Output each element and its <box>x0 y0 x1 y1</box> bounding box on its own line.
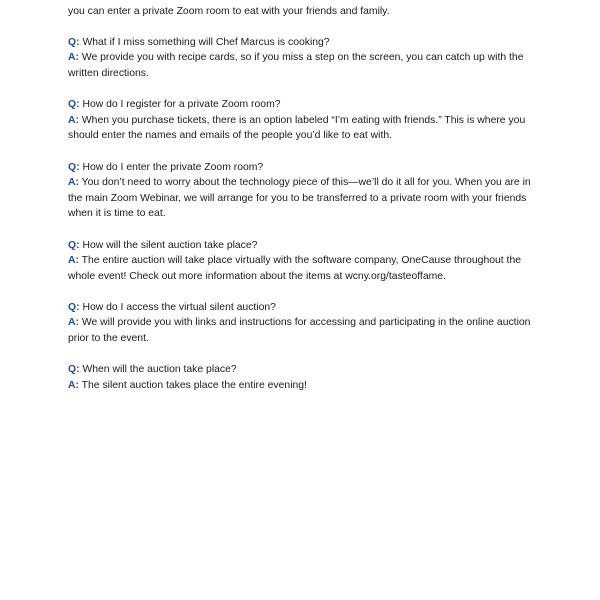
answer-prefix <box>68 0 79 1</box>
answer-prefix: A: <box>68 52 79 64</box>
answer-text <box>82 0 549 1</box>
answer-prefix: A: <box>68 177 79 189</box>
question-prefix: Q: <box>68 161 80 173</box>
question-text: How do I register for a private Zoom room? <box>82 99 281 111</box>
answer-line <box>68 128 538 144</box>
answer-prefix: A: <box>68 317 79 329</box>
answer-text: We will provide you with links and instructions for accessing and participating in the online auction <box>81 317 531 329</box>
faq-item <box>68 300 538 347</box>
answer-line <box>68 378 538 394</box>
answer-line <box>68 175 538 191</box>
question-text: How do I access the virtual silent auction? <box>82 301 276 313</box>
question-line <box>68 160 538 176</box>
question-text: When will the auction take place? <box>82 364 237 376</box>
question-prefix: Q: <box>68 301 80 313</box>
answer-text: The silent auction takes place the entire evening! <box>81 379 307 391</box>
question-text: How do I enter the private Zoom room? <box>82 161 264 173</box>
answer-line <box>68 331 538 347</box>
question-line <box>68 238 538 254</box>
question-text: How will the silent auction take place? <box>82 239 258 251</box>
question-prefix: Q: <box>68 36 80 48</box>
answer-line <box>68 4 538 20</box>
answer-line <box>68 206 538 222</box>
answer-text: whole event! Check out more information about the items at wcny.org/tasteoffame. <box>68 270 446 282</box>
answer-text: the main Zoom Webinar, we will arrange for you to be transferred to a private room with your friends <box>68 192 527 204</box>
answer-text: When you purchase tickets, there is an option labeled “I’m eating with friends.” This is where you <box>81 114 526 126</box>
faq-item <box>68 160 538 222</box>
answer-line <box>68 191 538 207</box>
question-text: What if I miss something will Chef Marcus is cooking? <box>82 36 330 48</box>
question-line <box>68 97 538 113</box>
faq-item <box>68 97 538 144</box>
answer-text: prior to the event. <box>68 333 149 345</box>
question-prefix: Q: <box>68 239 80 251</box>
question-prefix: Q: <box>68 364 80 376</box>
faq-item <box>68 238 538 285</box>
question-line <box>68 362 538 378</box>
faq-item <box>68 362 538 393</box>
answer-text: should enter the names and emails of the people you’d like to eat with. <box>68 130 393 142</box>
answer-line <box>68 66 538 82</box>
answer-prefix: A: <box>68 379 79 391</box>
answer-text: when it is time to eat. <box>68 208 166 220</box>
faq-item <box>68 0 538 19</box>
question-prefix: Q: <box>68 99 80 111</box>
answer-prefix: A: <box>68 114 79 126</box>
question-line <box>68 35 538 51</box>
answer-line <box>68 50 538 66</box>
answer-text: you can enter a private Zoom room to eat with your friends and family. <box>68 5 390 17</box>
answer-text: We provide you with recipe cards, so if you miss a step on the screen, you can catch up with the <box>81 52 524 64</box>
answer-text: The entire auction will take place virtually with the software company, OneCause throughout the <box>81 255 522 267</box>
faq-item <box>68 35 538 82</box>
answer-line <box>68 269 538 285</box>
answer-line <box>68 253 538 269</box>
answer-text: written directions. <box>68 67 149 79</box>
faq-content <box>68 0 538 409</box>
answer-line <box>68 315 538 331</box>
answer-prefix: A: <box>68 255 79 267</box>
answer-text: You don’t need to worry about the technology piece of this—we’ll do it all for you. When you are in <box>81 177 531 189</box>
answer-line <box>68 113 538 129</box>
question-line <box>68 300 538 316</box>
